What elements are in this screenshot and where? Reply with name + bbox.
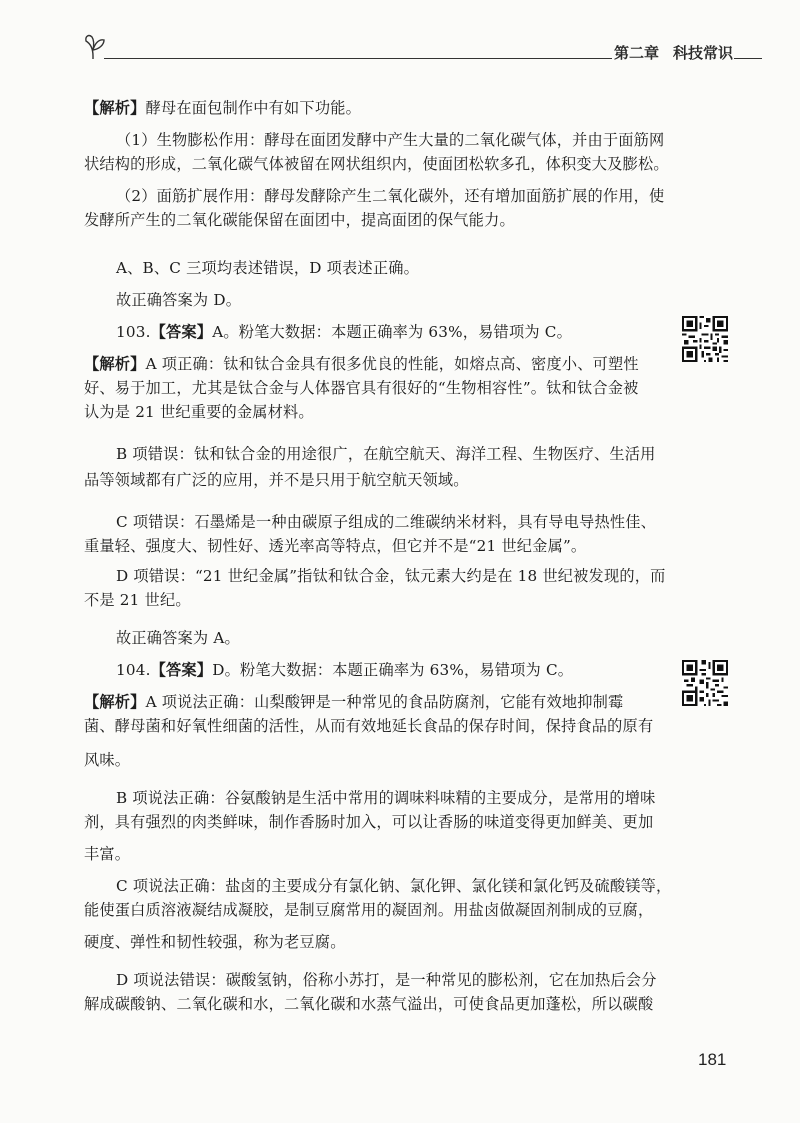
line-text: 品等领域都有广泛的应用，并不是只用于航空航天领域。: [84, 471, 469, 489]
line-text: A 项说法正确：山梨酸钾是一种常见的食品防腐剂，它能有效地抑制霉: [145, 693, 624, 711]
text-line: [116, 258, 419, 278]
line-text: 认为是 21 世纪重要的金属材料。: [84, 403, 314, 421]
text-line: [84, 154, 669, 174]
section-label: 【答案】: [150, 323, 213, 341]
question-number: 103.: [116, 323, 151, 341]
line-text: 解成碳酸钠、二氧化碳和水，二氧化碳和水蒸气溢出，可使食品更加蓬松，所以碳酸: [84, 995, 654, 1013]
text-line: [84, 692, 623, 712]
text-line: [116, 444, 656, 464]
line-text: 酵母在面包制作中有如下功能。: [145, 99, 361, 117]
section-label: 【解析】: [84, 355, 146, 373]
text-line: [84, 844, 130, 864]
text-line: [84, 470, 469, 490]
page-number: 181: [698, 1050, 727, 1069]
page-header: [82, 32, 762, 66]
line-text: 发酵所产生的二氧化碳能保留在面团中，提高面团的保气能力。: [84, 211, 515, 229]
text-line: [84, 536, 586, 556]
line-text: 好、易于加工，尤其是钛合金与人体器官具有很好的“生物相容性”。钛和钛合金被: [84, 379, 639, 397]
line-text: A、B、C 三项均表述错误，D 项表述正确。: [116, 259, 419, 277]
text-line: [84, 354, 639, 374]
qr-code-icon: [682, 660, 728, 706]
question-number: 104.: [116, 661, 151, 679]
line-text: 不是 21 世纪。: [84, 591, 191, 609]
qr-code-icon: [682, 316, 728, 362]
line-text: 硬度、弹性和韧性较强，称为老豆腐。: [84, 933, 346, 951]
line-text: D 项错误：“21 世纪金属”指钛和钛合金，钛元素大约是在 18 世纪被发现的，而: [116, 567, 666, 585]
header-rule-right: [734, 58, 762, 59]
text-line: [116, 970, 657, 990]
chapter-subject: 科技常识: [673, 44, 734, 62]
leaf-icon: [82, 32, 106, 60]
text-line: [84, 210, 515, 230]
text-line: [116, 876, 671, 896]
line-text: 菌、酵母菌和好氧性细菌的活性，从而有效地延长食品的保存时间，保持食品的原有: [84, 717, 654, 735]
text-line: [84, 750, 130, 770]
text-line: [84, 378, 639, 398]
text-line: [84, 402, 314, 422]
text-line: [116, 290, 241, 310]
line-text: 丰富。: [84, 845, 131, 863]
line-text: 故正确答案为 A。: [116, 629, 240, 647]
line-text: A 项正确：钛和钛合金具有很多优良的性能，如熔点高、密度小、可塑性: [145, 355, 639, 373]
text-line: [116, 186, 664, 206]
line-text: D。粉笔大数据：本题正确率为 63%，易错项为 C。: [212, 661, 574, 679]
section-label: 【解析】: [84, 693, 146, 711]
line-text: A。粉笔大数据：本题正确率为 63%，易错项为 C。: [212, 323, 572, 341]
text-line: [116, 628, 240, 648]
section-label: 【解析】: [84, 99, 146, 117]
line-text: C 项说法正确：盐卤的主要成分有氯化钠、氯化钾、氯化镁和氯化钙及硫酸镁等，: [116, 877, 672, 895]
text-line: [84, 812, 653, 832]
text-line: [84, 98, 361, 118]
line-text: 剂，具有强烈的肉类鲜味，制作香肠时加入，可以让香肠的味道变得更加鲜美、更加: [84, 813, 654, 831]
chapter-title: [614, 42, 733, 63]
line-text: 状结构的形成，二氧化碳气体被留在网状组织内，使面团松软多孔，体积变大及膨松。: [84, 155, 669, 173]
line-text: C 项错误：石墨烯是一种由碳原子组成的二维碳纳米材料，具有导电导热性佳、: [116, 513, 657, 531]
line-text: 风味。: [84, 751, 131, 769]
text-line: [116, 130, 664, 150]
chapter-number: 第二章: [614, 44, 660, 62]
text-line: [116, 322, 572, 342]
line-text: 能使蛋白质溶液凝结成凝胶，是制豆腐常用的凝固剂。用盐卤做凝固剂制成的豆腐，: [84, 901, 654, 919]
text-line: [116, 788, 656, 808]
text-line: [84, 590, 191, 610]
line-text: 故正确答案为 D。: [116, 291, 242, 309]
text-line: [116, 660, 573, 680]
text-line: [116, 512, 656, 532]
text-line: [84, 932, 346, 952]
line-text: （1）生物膨松作用：酵母在面团发酵中产生大量的二氧化碳气体，并由于面筋网: [116, 131, 665, 149]
line-text: 重量轻、强度大、韧性好、透光率高等特点，但它并不是“21 世纪金属”。: [84, 537, 587, 555]
text-line: [84, 900, 653, 920]
line-text: D 项说法错误：碳酸氢钠，俗称小苏打，是一种常见的膨松剂，它在加热后会分: [116, 971, 657, 989]
section-label: 【答案】: [150, 661, 213, 679]
text-line: [116, 566, 666, 586]
header-rule-left: [104, 58, 612, 59]
text-line: [84, 716, 653, 736]
line-text: B 项错误：钛和钛合金的用途很广，在航空航天、海洋工程、生物医疗、生活用: [116, 445, 656, 463]
line-text: （2）面筋扩展作用：酵母发酵除产生二氧化碳外，还有增加面筋扩展的作用，使: [116, 187, 665, 205]
line-text: B 项说法正确：谷氨酸钠是生活中常用的调味料味精的主要成分，是常用的增味: [116, 789, 656, 807]
text-line: [84, 994, 653, 1014]
